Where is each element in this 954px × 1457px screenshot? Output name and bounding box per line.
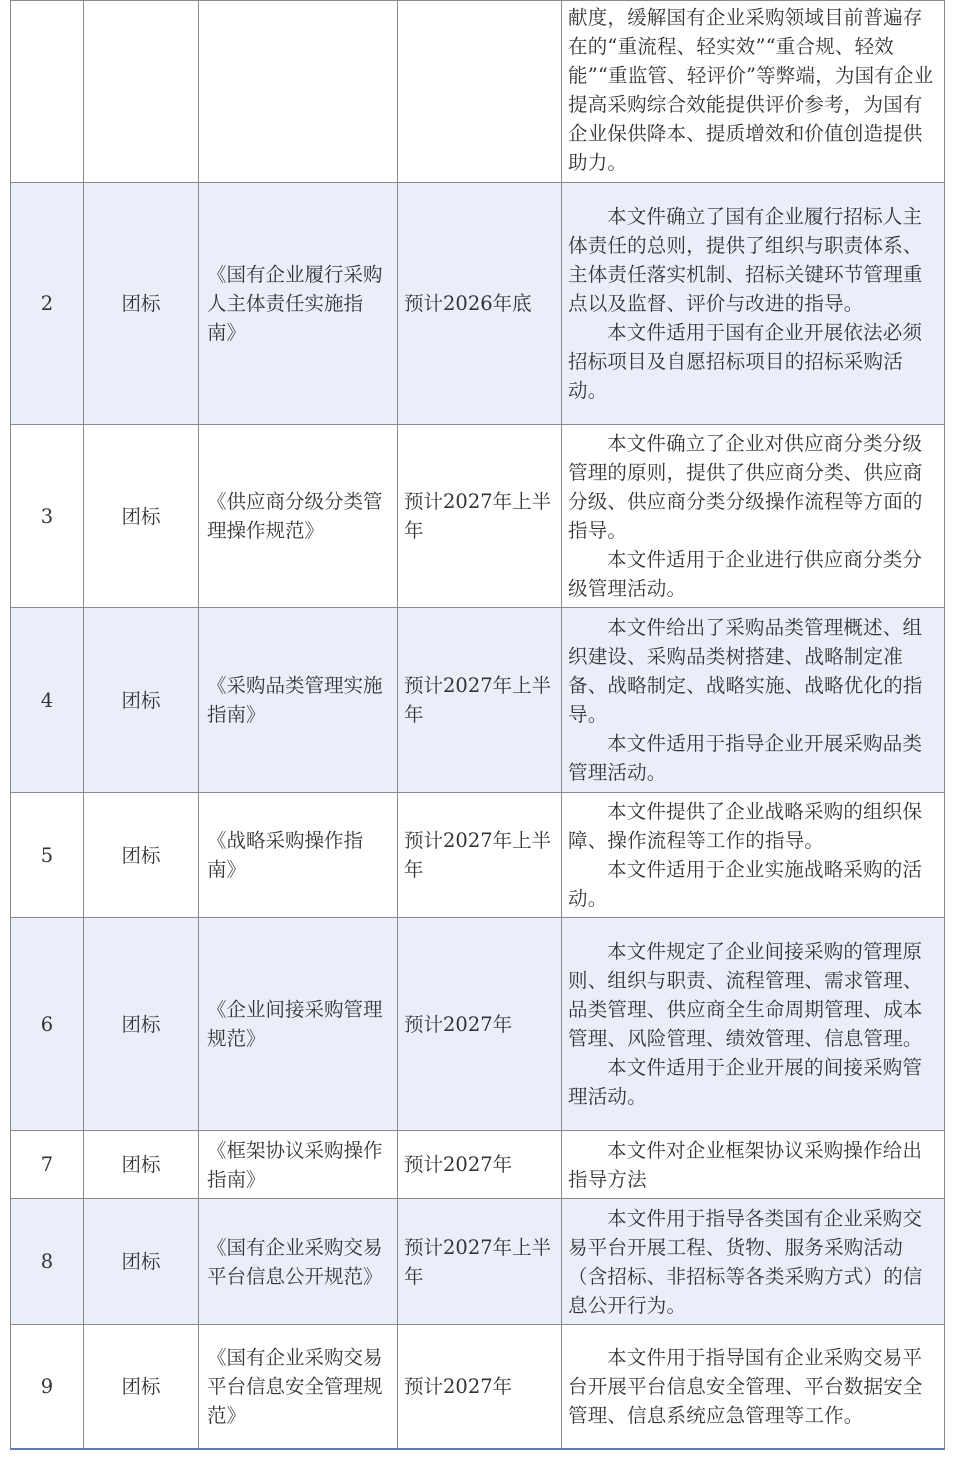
- table-row: [11, 1131, 945, 1199]
- description-paragraph: 本文件给出了采购品类管理概述、组织建设、采购品类树搭建、战略制定准备、战略制定、战略实施、战略优化的指导。: [568, 616, 923, 726]
- standard-name-cell: 《国有企业履行采购人主体责任实施指南》: [199, 183, 398, 425]
- row-number-cell: 2: [11, 183, 84, 425]
- standards-table-container: [10, 0, 944, 1450]
- row-number-cell: 4: [11, 608, 84, 793]
- row-number-cell: 3: [11, 425, 84, 608]
- standard-name-cell: 《框架协议采购操作指南》: [199, 1131, 398, 1199]
- description-paragraph: 本文件用于指导国有企业采购交易平台开展平台信息安全管理、平台数据安全管理、信息系统应急管理等工作。: [568, 1345, 923, 1427]
- completion-time-cell: 预计2026年底: [398, 183, 562, 425]
- standard-name-cell: 《供应商分级分类管理操作规范》: [199, 425, 398, 608]
- description-paragraph: 本文件适用于指导企业开展采购品类管理活动。: [568, 732, 923, 784]
- completion-time-cell: 预计2027年上半年: [398, 793, 562, 918]
- table-row: [11, 183, 945, 425]
- row-number-cell: 6: [11, 918, 84, 1131]
- standard-name-cell: [199, 1, 398, 183]
- standard-type-cell: 团标: [84, 1131, 199, 1199]
- completion-time-cell: 预计2027年: [398, 918, 562, 1131]
- description-paragraph: 献度，缓解国有企业采购领域目前普遍存在的“重流程、轻实效”“重合规、轻效能”“重监管、轻评价”等弊端，为国有企业提高采购综合效能提供评价参考，为国有企业保供降本、提质增效和价值创造提供助力。: [568, 6, 934, 174]
- standard-type-cell: 团标: [84, 425, 199, 608]
- row-number-cell: 5: [11, 793, 84, 918]
- description-paragraph: 本文件适用于企业开展的间接采购管理活动。: [568, 1056, 923, 1108]
- standard-name-cell: 《国有企业采购交易平台信息安全管理规范》: [199, 1325, 398, 1449]
- standard-type-cell: 团标: [84, 1325, 199, 1449]
- completion-time-cell: 预计2027年: [398, 1325, 562, 1449]
- standard-type-cell: 团标: [84, 608, 199, 793]
- standards-table: [10, 0, 945, 1450]
- table-row: [11, 918, 945, 1131]
- row-number-cell: 9: [11, 1325, 84, 1449]
- table-row: [11, 1, 945, 183]
- description-paragraph: 本文件规定了企业间接采购的管理原则、组织与职责、流程管理、需求管理、品类管理、供应商全生命周期管理、成本管理、风险管理、绩效管理、信息管理。: [568, 940, 923, 1050]
- description-paragraph: 本文件确立了国有企业履行招标人主体责任的总则，提供了组织与职责体系、主体责任落实机制、招标关键环节管理重点以及监督、评价与改进的指导。: [568, 205, 923, 315]
- description-cell: [562, 793, 945, 918]
- description-cell: [562, 918, 945, 1131]
- standard-type-cell: 团标: [84, 1199, 199, 1325]
- description-cell: [562, 1131, 945, 1199]
- table-row: [11, 425, 945, 608]
- description-cell: [562, 1199, 945, 1325]
- description-paragraph: 本文件确立了企业对供应商分类分级管理的原则，提供了供应商分类、供应商分级、供应商分类分级操作流程等方面的指导。: [568, 432, 923, 542]
- description-cell: [562, 183, 945, 425]
- standard-name-cell: 《企业间接采购管理规范》: [199, 918, 398, 1131]
- completion-time-cell: 预计2027年上半年: [398, 1199, 562, 1325]
- row-number-cell: [11, 1, 84, 183]
- completion-time-cell: [398, 1, 562, 183]
- description-paragraph: 本文件适用于企业实施战略采购的活动。: [568, 858, 923, 910]
- standard-type-cell: 团标: [84, 918, 199, 1131]
- description-cell: [562, 425, 945, 608]
- table-row: [11, 1199, 945, 1325]
- completion-time-cell: 预计2027年上半年: [398, 425, 562, 608]
- description-paragraph: 本文件用于指导各类国有企业采购交易平台开展工程、货物、服务采购活动（含招标、非招标等各类采购方式）的信息公开行为。: [568, 1206, 923, 1317]
- description-paragraph: 本文件提供了企业战略采购的组织保障、操作流程等工作的指导。: [568, 800, 923, 852]
- completion-time-cell: 预计2027年上半年: [398, 608, 562, 793]
- row-number-cell: 8: [11, 1199, 84, 1325]
- standard-name-cell: 《采购品类管理实施指南》: [199, 608, 398, 793]
- standard-name-cell: 《战略采购操作指南》: [199, 793, 398, 918]
- standard-type-cell: 团标: [84, 793, 199, 918]
- standard-type-cell: [84, 1, 199, 183]
- table-row: [11, 793, 945, 918]
- table-row: [11, 1325, 945, 1449]
- row-number-cell: 7: [11, 1131, 84, 1199]
- description-paragraph: 本文件对企业框架协议采购操作给出指导方法: [568, 1138, 923, 1191]
- description-paragraph: 本文件适用于企业进行供应商分类分级管理活动。: [568, 548, 923, 600]
- description-paragraph: 本文件适用于国有企业开展依法必须招标项目及自愿招标项目的招标采购活动。: [568, 321, 923, 402]
- description-cell: [562, 1, 945, 183]
- standard-type-cell: 团标: [84, 183, 199, 425]
- description-cell: [562, 1325, 945, 1449]
- table-row: [11, 608, 945, 793]
- completion-time-cell: 预计2027年: [398, 1131, 562, 1199]
- description-cell: [562, 608, 945, 793]
- standard-name-cell: 《国有企业采购交易平台信息公开规范》: [199, 1199, 398, 1325]
